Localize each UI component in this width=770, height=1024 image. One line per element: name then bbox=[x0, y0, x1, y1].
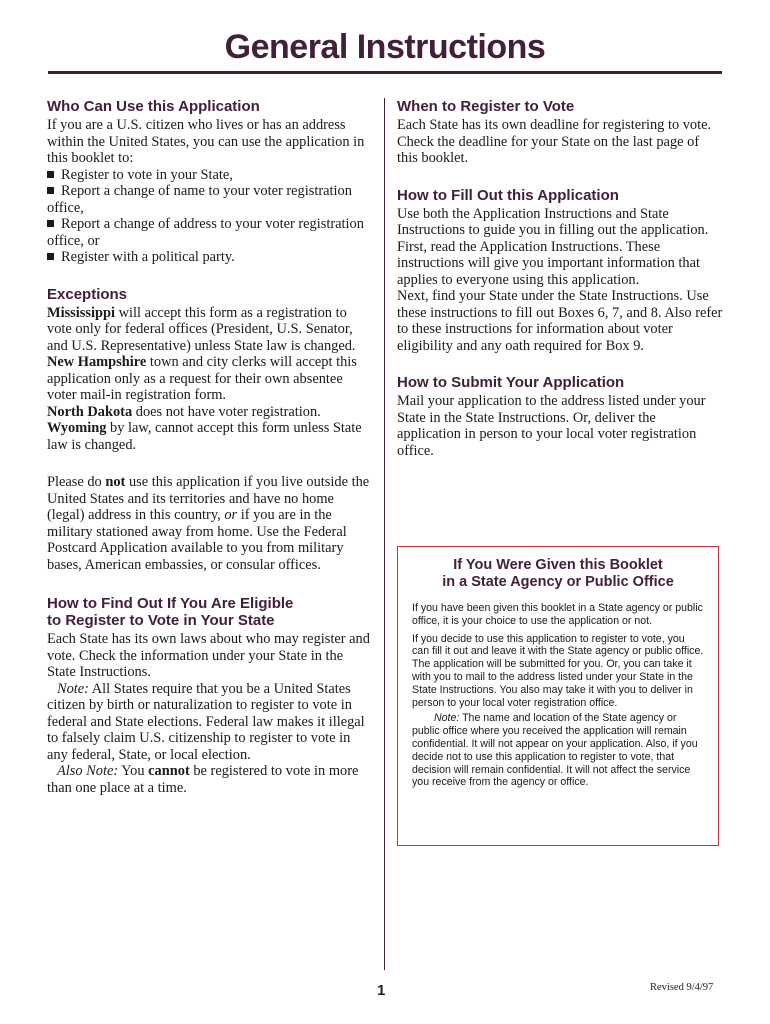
eligibility-section bbox=[47, 595, 374, 796]
list-item: Report a change of name to your voter registration office, bbox=[47, 183, 352, 216]
when-to-register-heading: When to Register to Vote bbox=[397, 98, 575, 115]
exception-wyoming: Wyoming by law, cannot accept this form unless State law is changed. bbox=[47, 420, 362, 453]
page-title: General Instructions bbox=[224, 28, 546, 66]
exception-mississippi: Mississippi will accept this form as a registration to vote only for federal offices (President, U.S. Senator, and U.S. Representative) unless State law is changed. bbox=[47, 304, 356, 354]
list-item: Report a change of address to your voter registration office, or bbox=[47, 216, 364, 249]
who-can-use-heading: Who Can Use this Application bbox=[47, 98, 260, 115]
fill-out-heading: How to Fill Out this Application bbox=[397, 186, 619, 204]
who-can-use-section bbox=[47, 98, 374, 266]
do-not-use-paragraph: Please do not use this application if you live outside the United States and its territories and have no home (legal) address in this country, or if you are in the military stationed away from home. Use the Federal Postcard Application available to you from military bases, American embassies, or consular offices. bbox=[47, 474, 370, 573]
page-number: 1 bbox=[377, 982, 386, 999]
state-agency-notice-box bbox=[397, 546, 719, 846]
eligibility-heading: How to Find Out If You Are Eligible to Register to Vote in Your State bbox=[47, 595, 294, 629]
do-not-use-section bbox=[47, 474, 374, 573]
exception-north-dakota: North Dakota does not have voter registration. bbox=[47, 403, 321, 420]
list-item: Register with a political party. bbox=[47, 249, 374, 266]
eligibility-also-note: Also Note: You cannot be registered to vote in more than one place at a time. bbox=[47, 763, 359, 796]
exceptions-section bbox=[47, 286, 374, 454]
square-bullet-icon bbox=[47, 220, 54, 227]
notice-note: Note: The name and location of the State agency or public office where you received the application will remain confidential. It will not appear on your application. Also, if you decide not to use this application to register to vote, that decision will remain confidential. It will not affect the service you receive from the agency or office. bbox=[412, 712, 698, 789]
title-rule bbox=[48, 71, 722, 74]
when-to-register-section bbox=[397, 98, 723, 167]
exception-new-hampshire: New Hampshire town and city clerks will accept this application only as a request for their own absentee voter mail-in registration form. bbox=[47, 354, 357, 403]
right-column bbox=[397, 98, 723, 459]
fill-out-paragraph-1: Use both the Application Instructions and State Instructions to guide you in filling out the application. bbox=[397, 205, 709, 238]
list-item: Register to vote in your State, bbox=[47, 167, 374, 184]
who-can-use-intro: If you are a U.S. citizen who lives or has an address within the United States, you can use the application in this booklet to: bbox=[47, 117, 365, 166]
when-to-register-body: Each State has its own deadline for registering to vote. Check the deadline for your State on the last page of this booklet. bbox=[397, 117, 712, 166]
notice-paragraph-2: If you decide to use this application to register to vote, you can fill it out and leave it with the State agency or public office. The application will be submitted for you. Or, you can take it with you to mail to the address listed under your State in the State Instructions. You also may take it with you to deliver in person to your local voter registration office. bbox=[412, 632, 704, 709]
fill-out-paragraph-3: Next, find your State under the State Instructions. Use these instructions to fill out Boxes 6, 7, and 8. Also refer to these instructions for information about voter eligibility and any oath required for Box 9. bbox=[397, 288, 723, 354]
left-column bbox=[47, 98, 374, 796]
submit-body: Mail your application to the address listed under your State in the State Instructions. Or, deliver the application in person to your local voter registration office. bbox=[397, 393, 706, 459]
square-bullet-icon bbox=[47, 253, 54, 260]
column-divider bbox=[384, 98, 385, 970]
eligibility-note: Note: All States require that you be a United States citizen by birth or naturalization to register to vote in federal and State elections. Federal law makes it illegal to falsely claim U.S. citizenship to register to vote in any federal, State, or local election. bbox=[47, 680, 365, 763]
fill-out-paragraph-2: First, read the Application Instructions. These instructions will give you important information that applies to everyone using this application. bbox=[397, 238, 700, 288]
notice-paragraph-1: If you have been given this booklet in a State agency or public office, it is your choice to use the application or not. bbox=[412, 602, 703, 627]
submit-heading: How to Submit Your Application bbox=[397, 374, 625, 391]
fill-out-section bbox=[397, 187, 723, 355]
exceptions-heading: Exceptions bbox=[47, 285, 128, 303]
revision-date: Revised 9/4/97 bbox=[650, 982, 714, 993]
square-bullet-icon bbox=[47, 187, 54, 194]
square-bullet-icon bbox=[47, 171, 54, 178]
submit-section bbox=[397, 374, 723, 459]
eligibility-body: Each State has its own laws about who may register and vote. Check the information under your State in the State Instructions. bbox=[47, 631, 370, 680]
notice-box-title: If You Were Given this Booklet in a State Agency or Public Office bbox=[442, 557, 674, 590]
